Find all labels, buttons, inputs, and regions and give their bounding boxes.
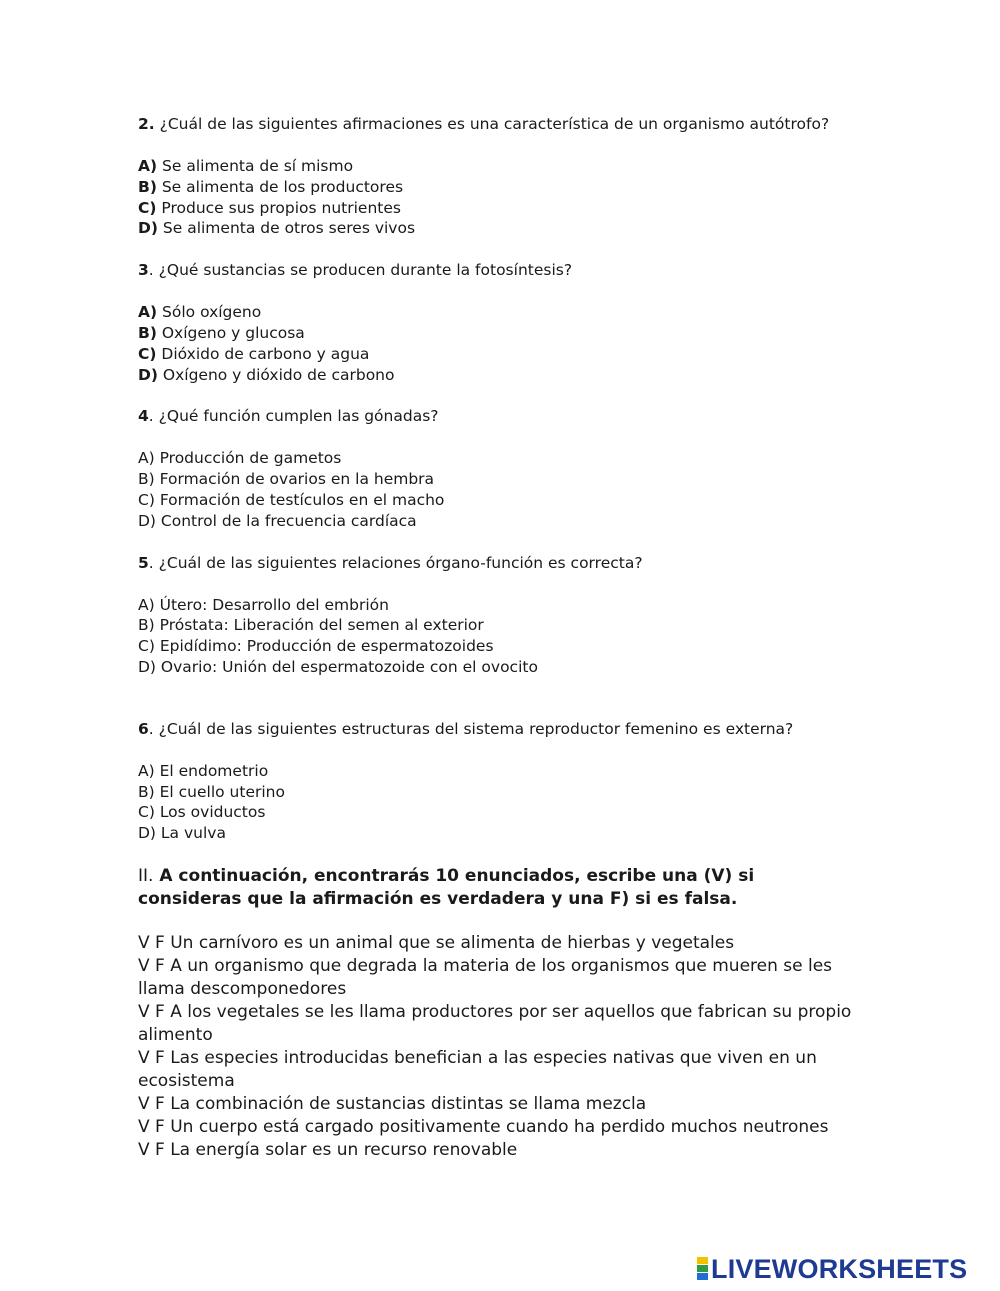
liveworksheets-logo	[697, 1254, 967, 1284]
question-number: 5	[138, 553, 149, 572]
section-text: A continuación, encontrarás 10 enunciados, escribe una (V) si consideras que la afirmación es verdadera y una F) si es falsa.	[138, 865, 755, 909]
option-d[interactable]: D) Ovario: Unión del espermatozoide con el ovocito	[138, 657, 538, 676]
question-4-title	[138, 406, 858, 427]
logo-block	[697, 1257, 708, 1264]
option-b[interactable]: B) Se alimenta de los productores	[138, 177, 404, 196]
question-number: 4	[138, 407, 149, 426]
option-a[interactable]: A) Producción de gametos	[138, 449, 342, 468]
question-5-options	[138, 595, 858, 678]
option-c[interactable]: C) Formación de testículos en el macho	[138, 490, 445, 509]
option-c[interactable]: C) Dióxido de carbono y agua	[138, 344, 370, 363]
option-d[interactable]: D) Control de la frecuencia cardíaca	[138, 511, 417, 530]
option-d[interactable]: D) Se alimenta de otros seres vivos	[138, 219, 416, 238]
option-b[interactable]: B) Oxígeno y glucosa	[138, 323, 305, 342]
option-a[interactable]: A) El endometrio	[138, 761, 269, 780]
option-c[interactable]: C) Produce sus propios nutrientes	[138, 198, 401, 217]
true-false-item[interactable]: V F La combinación de sustancias distintas se llama mezcla	[138, 1093, 647, 1114]
logo-block	[697, 1265, 708, 1272]
true-false-list	[138, 932, 858, 1162]
section-2-instructions	[138, 865, 858, 911]
logo-blocks-icon	[697, 1257, 708, 1281]
option-d[interactable]: D) Oxígeno y dióxido de carbono	[138, 365, 395, 384]
question-5-title	[138, 553, 858, 574]
question-6-options	[138, 761, 858, 844]
option-a[interactable]: A) Se alimenta de sí mismo	[138, 157, 354, 175]
option-b[interactable]: B) El cuello uterino	[138, 782, 285, 801]
question-text: . ¿Qué sustancias se producen durante la fotosíntesis?	[148, 261, 573, 280]
question-6-title	[138, 719, 858, 740]
section-number: II.	[138, 865, 154, 886]
option-a[interactable]: A) Sólo oxígeno	[138, 303, 262, 322]
question-4	[138, 406, 858, 531]
question-text: . ¿Qué función cumplen las gónadas?	[148, 407, 439, 426]
question-3	[138, 260, 858, 385]
question-2	[138, 114, 858, 239]
question-4-options	[138, 448, 858, 531]
logo-text: LIVEWORKSHEETS	[711, 1253, 968, 1284]
option-d[interactable]: D) La vulva	[138, 824, 226, 843]
question-text: ¿Cuál de las siguientes afirmaciones es una característica de un organismo autótrofo?	[159, 115, 830, 133]
true-false-item[interactable]: V F Un carnívoro es un animal que se alimenta de hierbas y vegetales	[138, 932, 735, 953]
true-false-item[interactable]: V F A un organismo que degrada la materia de los organismos que mueren se les llama descomponedores	[138, 955, 833, 999]
true-false-item[interactable]: V F A los vegetales se les llama productores por ser aquellos que fabrican su propio alimento	[138, 1001, 852, 1045]
spacer	[138, 699, 858, 719]
option-c[interactable]: C) Epidídimo: Producción de espermatozoides	[138, 637, 494, 656]
true-false-item[interactable]: V F Las especies introducidas benefician a las especies nativas que viven en un ecosistema	[138, 1047, 817, 1091]
option-b[interactable]: B) Próstata: Liberación del semen al exterior	[138, 616, 484, 635]
worksheet-page	[138, 114, 858, 1162]
question-text: . ¿Cuál de las siguientes relaciones órgano-función es correcta?	[148, 553, 643, 572]
question-2-options	[138, 156, 858, 239]
question-3-title	[138, 260, 858, 281]
question-number: 6	[138, 719, 149, 738]
question-text: . ¿Cuál de las siguientes estructuras del sistema reproductor femenino es externa?	[148, 719, 794, 738]
option-a[interactable]: A) Útero: Desarrollo del embrión	[138, 595, 389, 614]
question-6	[138, 719, 858, 844]
question-5	[138, 553, 858, 678]
question-2-title	[138, 114, 858, 135]
option-b[interactable]: B) Formación de ovarios en la hembra	[138, 470, 435, 489]
true-false-item[interactable]: V F La energía solar es un recurso renovable	[138, 1139, 518, 1160]
logo-block	[697, 1273, 708, 1280]
question-number: 2.	[138, 115, 155, 133]
question-3-options	[138, 302, 858, 385]
option-c[interactable]: C) Los oviductos	[138, 803, 266, 822]
question-number: 3	[138, 261, 149, 280]
true-false-item[interactable]: V F Un cuerpo está cargado positivamente cuando ha perdido muchos neutrones	[138, 1116, 829, 1137]
